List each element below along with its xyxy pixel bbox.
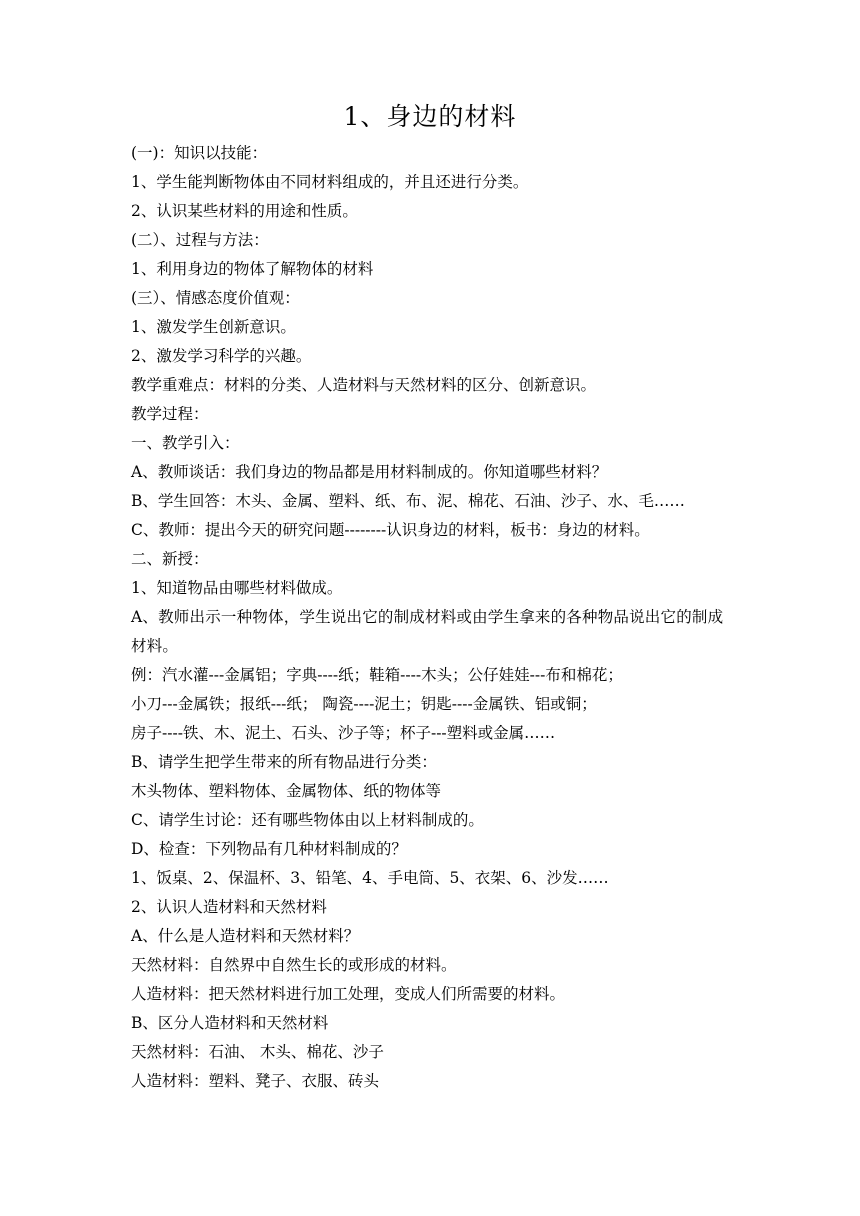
document-body — [131, 139, 731, 1096]
text-line: 例：汽水灌---金属铝；字典----纸；鞋箱----木头；公仔娃娃---布和棉花； — [131, 666, 623, 684]
text-line: A、什么是人造材料和天然材料？ — [131, 927, 360, 945]
text-line: C、教师：提出今天的研究问题--------认识身边的材料，板书：身边的材料。 — [131, 521, 650, 539]
text-line: 教学重难点：材料的分类、人造材料与天然材料的区分、创新意识。 — [131, 376, 597, 394]
text-line: 1、饭桌、2、保温杯、3、铅笔、4、手电筒、5、衣架、6、沙发…… — [131, 869, 609, 887]
text-line: 2、认识某些材料的用途和性质。 — [131, 202, 358, 220]
text-line: (三）、情感态度价值观： — [131, 289, 300, 307]
text-line: D、检查：下列物品有几种材料制成的？ — [131, 840, 407, 858]
text-line: A、教师谈话：我们身边的物品都是用材料制成的。你知道哪些材料？ — [131, 463, 608, 481]
text-paragraph: A、教师出示一种物体，学生说出它的制成材料或由学生拿来的各种物品说出它的制成材料。 — [131, 608, 724, 655]
text-line: 1、利用身边的物体了解物体的材料 — [131, 260, 374, 278]
text-line: 天然材料：自然界中自然生长的或形成的材料。 — [131, 956, 457, 974]
text-line: 2、激发学习科学的兴趣。 — [131, 347, 312, 365]
text-line: 天然材料：石油、 木头、棉花、沙子 — [131, 1043, 384, 1061]
text-line: 人造材料：塑料、凳子、衣服、砖头 — [131, 1072, 380, 1090]
text-line: 教学过程： — [131, 405, 209, 423]
text-line: 小刀---金属铁；报纸---纸； 陶瓷----泥土；钥匙----金属铁、铝或铜； — [131, 695, 597, 713]
text-line: (二）、过程与方法： — [131, 231, 269, 249]
text-line: 1、激发学生创新意识。 — [131, 318, 296, 336]
text-line: 一、教学引入： — [131, 434, 240, 452]
text-line: B、学生回答：木头、金属、塑料、纸、布、泥、棉花、石油、沙子、水、毛…… — [131, 492, 685, 510]
text-line: (一)：知识以技能： — [131, 144, 268, 162]
text-line: 木头物体、塑料物体、金属物体、纸的物体等 — [131, 782, 442, 800]
text-line: B、请学生把学生带来的所有物品进行分类： — [131, 753, 437, 771]
document-title: 1、身边的材料 — [343, 102, 517, 131]
text-line: 人造材料：把天然材料进行加工处理，变成人们所需要的材料。 — [131, 985, 566, 1003]
text-line: C、请学生讨论：还有哪些物体由以上材料制成的。 — [131, 811, 484, 829]
text-line: 房子----铁、木、泥土、石头、沙子等；杯子---塑料或金属…… — [131, 724, 556, 742]
text-line: B、区分人造材料和天然材料 — [131, 1014, 329, 1032]
text-line: 1、知道物品由哪些材料做成。 — [131, 579, 343, 597]
text-line: 2、认识人造材料和天然材料 — [131, 898, 327, 916]
text-line: 二、新授： — [131, 550, 209, 568]
text-line: 1、学生能判断物体由不同材料组成的，并且还进行分类。 — [131, 173, 529, 191]
